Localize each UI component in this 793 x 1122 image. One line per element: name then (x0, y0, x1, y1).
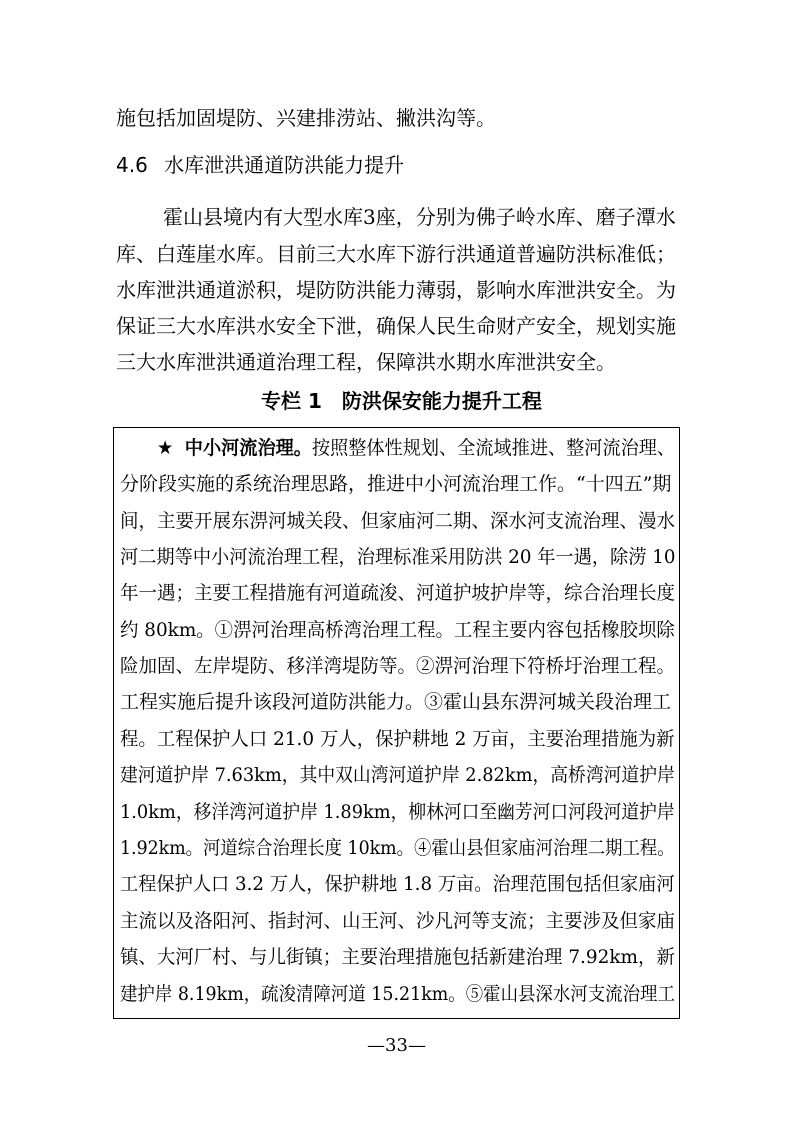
star-icon: ★ (157, 437, 174, 459)
section-title: 水库泄洪通道防洪能力提升 (164, 153, 405, 177)
intro-line: 施包括加固堤防、兴建排涝站、撇洪沟等。 (116, 106, 496, 130)
paragraph-line: 三大水库泄洪通道治理工程，保障洪水期水库泄洪安全。 (116, 350, 616, 374)
column-line: 镇、大河厂村、与儿街镇；主要治理措施包括新建治理 7.92km，新 (120, 946, 675, 968)
column-line: 1.92km。河道综合治理长度 10km。④霍山县但家庙河治理二期工程。 (120, 837, 675, 859)
column-line: 建护岸 8.19km，疏浚清障河道 15.21km。⑤霍山县深水河支流治理工 (120, 983, 675, 1005)
column-line: 年一遇；主要工程措施有河道疏浚、河道护坡护岸等，综合治理长度 (120, 582, 676, 604)
paragraph-line: 库、白莲崖水库。目前三大水库下游行洪通道普遍防洪标准低； (116, 242, 676, 266)
item-title: 中小河流治理。 (184, 437, 312, 459)
column-line: 险加固、左岸堤防、移洋湾堤防等。②淠河治理下符桥圩治理工程。 (120, 655, 676, 677)
paragraph-line: 霍山县境内有大型水库3座，分别为佛子岭水库、磨子潭水 (163, 205, 676, 229)
column-first-line (157, 434, 675, 462)
column-line: 主流以及洛阳河、指封河、山王河、沙凡河等支流；主要涉及但家庙 (120, 910, 676, 932)
column-box (113, 427, 680, 1019)
paragraph-line: 保证三大水库洪水安全下泄，确保人民生命财产安全，规划实施 (116, 314, 676, 338)
item-text: 按照整体性规划、全流域推进、整河流治理、 (311, 437, 676, 459)
column-line: 间，主要开展东淠河城关段、但家庙河二期、深水河支流治理、漫水 (120, 510, 676, 532)
column-line: 程。工程保护人口 21.0 万人，保护耕地 2 万亩，主要治理措施为新 (120, 728, 675, 750)
section-number: 4.6 (116, 153, 148, 177)
page-number: —33— (367, 1035, 426, 1056)
column-line: 工程实施后提升该段河道防洪能力。③霍山县东淠河城关段治理工 (120, 691, 672, 713)
section-heading (116, 151, 404, 179)
column-line: 分阶段实施的系统治理思路，推进中小河流治理工作。“十四五”期 (120, 473, 672, 495)
column-line: 建河道护岸 7.63km，其中双山湾河道护岸 2.82km，高桥湾河道护岸 (120, 764, 675, 786)
paragraph-line: 水库泄洪通道淤积，堤防防洪能力薄弱，影响水库泄洪安全。为 (116, 278, 676, 302)
column-title: 专栏 1 防洪保安能力提升工程 (261, 389, 542, 413)
column-line: 1.0km，移洋湾河道护岸 1.89km，柳林河口至幽芳河口河段河道护岸 (120, 801, 675, 823)
column-line: 河二期等中小河流治理工程，治理标准采用防洪 20 年一遇，除涝 10 (120, 546, 676, 568)
column-line: 工程保护人口 3.2 万人，保护耕地 1.8 万亩。治理范围包括但家庙河 (120, 873, 675, 895)
column-line: 约 80km。①淠河治理高桥湾治理工程。工程主要内容包括橡胶坝除 (120, 619, 675, 641)
